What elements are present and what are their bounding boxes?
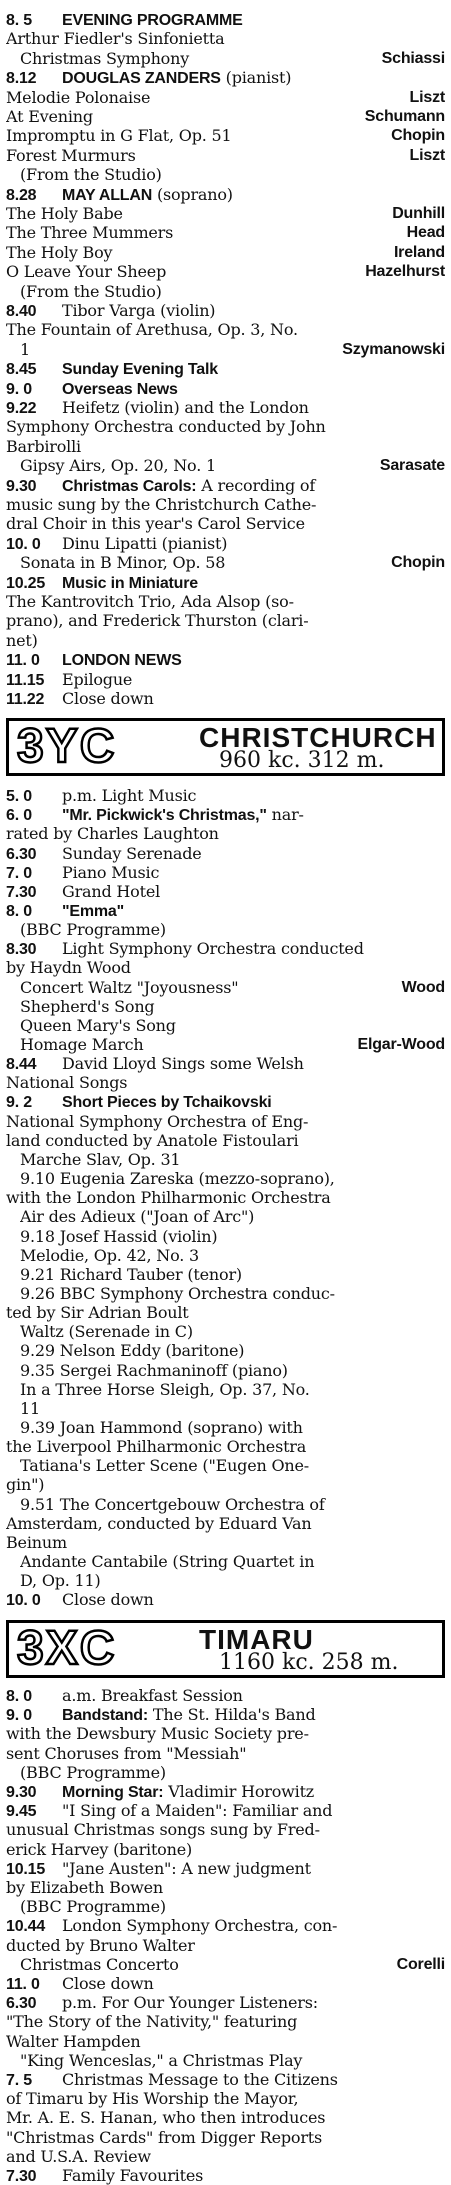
programme-line — [6, 1092, 445, 1111]
programme-text: of Timaru by His Worship the Mayor, — [6, 2089, 299, 2109]
programme-title: Overseas News — [62, 380, 178, 398]
programme-time: 11. 0 — [6, 1976, 40, 1993]
programme-text: with the London Philharmonic Orchestra — [6, 1188, 331, 1208]
programme-line — [6, 2147, 445, 2166]
programme-line — [6, 2032, 445, 2051]
programme-line — [20, 978, 445, 997]
programme-line — [20, 1035, 445, 1054]
programme-text: rated by Charles Laughton — [6, 824, 219, 844]
programme-time: 8.12 — [6, 70, 37, 88]
programme-time: 6.30 — [6, 845, 37, 863]
programme-text: Tibor Varga (violin) — [62, 301, 216, 320]
programme-text: Vladimir Horowitz — [163, 1782, 315, 1801]
programme-text: A recording of — [196, 475, 316, 495]
programme-text: The St. Hilda's Band — [148, 1705, 316, 1725]
programme-text: land conducted by Anatole Fistoulari — [6, 1130, 299, 1150]
programme-text: "Jane Austen": A new judgment — [62, 1858, 311, 1878]
programme-line — [20, 1399, 445, 1418]
programme-text: Waltz (Serenade in C) — [20, 1322, 193, 1342]
programme-line — [6, 1801, 445, 1820]
programme-line — [6, 320, 445, 339]
programme-line — [20, 49, 445, 68]
programme-line — [6, 863, 445, 882]
programme-time: 9. 0 — [6, 380, 32, 398]
programme-line — [6, 631, 445, 650]
programme-time: 7. 5 — [6, 2072, 32, 2089]
programme-text: with the Dewsbury Music Society pre- — [6, 1724, 309, 1744]
programme-time: 11.22 — [6, 691, 45, 708]
programme-line — [20, 1284, 445, 1303]
programme-line — [20, 2051, 445, 2070]
programme-line — [6, 204, 445, 223]
programme-text: "King Wenceslas," a Christmas Play — [20, 2050, 303, 2070]
programme-line — [6, 495, 445, 514]
programme-line — [20, 1552, 445, 1571]
programme-line — [6, 2128, 445, 2147]
programme-text: Beinum — [6, 1532, 67, 1552]
programme-line — [6, 611, 445, 630]
programme-time: 10. 0 — [6, 535, 41, 553]
programme-line — [6, 1916, 445, 1935]
programme-text: p.m. For Our Younger Listeners: — [62, 1993, 318, 2013]
composer-name: Szymanowski — [342, 340, 445, 358]
programme-time: 9. 0 — [6, 1707, 32, 1725]
programme-time: 8. 5 — [6, 12, 32, 29]
programme-line — [6, 398, 445, 417]
programme-line — [20, 165, 445, 184]
programme-text: Air des Adieux ("Joan of Arc") — [20, 1207, 255, 1227]
programme-line — [20, 1897, 445, 1916]
programme-line — [6, 476, 445, 495]
programme-time: 8.30 — [6, 941, 37, 959]
programme-time: 9.45 — [6, 1803, 37, 1821]
programme-text: Arthur Fiedler's Sinfonietta — [6, 29, 225, 49]
programme-line — [6, 146, 445, 165]
composer-name: Hazelhurst — [365, 263, 445, 281]
station-banner — [6, 718, 445, 776]
programme-text: Close down — [62, 1974, 154, 1993]
programme-line — [20, 1016, 445, 1035]
programme-line — [6, 882, 445, 901]
programme-line — [20, 1322, 445, 1341]
programme-time: 6.30 — [6, 1995, 37, 2013]
programme-text: The Holy Boy — [6, 242, 113, 262]
programme-line — [20, 1955, 445, 1974]
programme-text: (BBC Programme) — [20, 920, 166, 939]
programme-text: (BBC Programme) — [20, 1897, 166, 1917]
programme-text: 9.21 Richard Tauber (tenor) — [20, 1264, 242, 1284]
station-frequency: 960 kc. 312 m. — [219, 748, 385, 773]
programme-title: EVENING PROGRAMME — [62, 12, 243, 29]
programme-line — [6, 126, 445, 145]
programme-text: Andante Cantabile (String Quartet in — [20, 1552, 315, 1571]
programme-text: Sonata in B Minor, Op. 58 — [20, 553, 226, 573]
programme-line — [6, 29, 445, 48]
programme-line — [6, 379, 445, 398]
programme-line — [6, 2012, 445, 2031]
programme-time: 9. 2 — [6, 1094, 32, 1112]
programme-line — [6, 650, 445, 669]
programme-line — [6, 1073, 445, 1092]
programme-line — [6, 107, 445, 126]
programme-line — [20, 1169, 445, 1188]
programme-text: (BBC Programme) — [20, 1762, 166, 1782]
programme-line — [20, 1456, 445, 1475]
programme-time: 9.30 — [6, 1784, 37, 1801]
programme-line — [6, 1744, 445, 1763]
composer-name: Corelli — [396, 1955, 445, 1973]
programme-text: 9.29 Nelson Eddy (baritone) — [20, 1341, 245, 1361]
programme-line — [6, 534, 445, 553]
programme-text: 1 — [20, 339, 30, 359]
programme-line — [6, 1859, 445, 1878]
programme-title: Christmas Carols: — [62, 477, 197, 495]
programme-line — [6, 1054, 445, 1073]
programme-text: sent Choruses from "Messiah" — [6, 1743, 247, 1763]
programme-line — [20, 1207, 445, 1226]
programme-line — [6, 1533, 445, 1552]
programme-text: ducted by Bruno Walter — [6, 1935, 195, 1955]
programme-line — [6, 1820, 445, 1839]
programme-text: (soprano) — [152, 184, 233, 204]
composer-name: Elgar-Wood — [357, 1036, 445, 1053]
programme-time: 11.15 — [6, 671, 45, 689]
programme-line — [6, 2089, 445, 2108]
programme-text: The Kantrovitch Trio, Ada Alsop (so- — [6, 592, 294, 611]
programme-text: Christmas Concerto — [20, 1954, 179, 1974]
programme-line — [6, 1840, 445, 1859]
programme-text: Symphony Orchestra conducted by John — [6, 417, 326, 437]
programme-line — [6, 901, 445, 920]
programme-text: Dinu Lipatti (pianist) — [62, 533, 228, 553]
programme-line — [6, 1705, 445, 1724]
programme-text: (From the Studio) — [20, 165, 162, 185]
programme-line — [20, 1341, 445, 1360]
programme-text: dral Choir in this year's Carol Service — [6, 514, 305, 534]
programme-time: 6. 0 — [6, 807, 32, 825]
programme-text: Concert Waltz "Joyousness" — [20, 977, 239, 997]
programme-time: 11. 0 — [6, 652, 40, 670]
programme-line — [6, 1878, 445, 1897]
programme-title: "Emma" — [62, 902, 124, 920]
programme-line — [20, 1418, 445, 1437]
programme-text: At Evening — [6, 107, 93, 126]
programme-line — [6, 786, 445, 805]
station-city: TIMARU — [199, 1624, 314, 1655]
programme-line — [6, 1303, 445, 1322]
programme-line — [6, 573, 445, 592]
programme-time: 8.40 — [6, 303, 37, 320]
programme-line — [20, 1265, 445, 1284]
programme-text: Gipsy Airs, Op. 20, No. 1 — [20, 456, 216, 476]
programme-text: by Elizabeth Bowen — [6, 1878, 164, 1897]
programme-line — [20, 997, 445, 1016]
composer-name: Schumann — [364, 108, 445, 125]
programme-title: Music in Miniature — [62, 574, 198, 592]
programme-text: nar- — [266, 805, 304, 825]
programme-line — [6, 1974, 445, 1993]
programme-text: prano), and Frederick Thurston (clari- — [6, 611, 309, 631]
composer-name: Dunhill — [392, 205, 445, 222]
programme-line — [20, 1227, 445, 1246]
programme-text: 11 — [20, 1398, 40, 1418]
programme-text: a.m. Breakfast Session — [62, 1686, 243, 1705]
programme-line — [20, 456, 445, 475]
station-frequency: 1160 kc. 258 m. — [219, 1650, 399, 1675]
programme-text: Barbirolli — [6, 436, 81, 456]
programme-text: London Symphony Orchestra, con- — [62, 1916, 338, 1936]
programme-text: The Fountain of Arethusa, Op. 3, No. — [6, 320, 298, 340]
programme-text: D, Op. 11) — [20, 1571, 101, 1591]
programme-line — [6, 243, 445, 262]
programme-text: Impromptu in G Flat, Op. 51 — [6, 126, 232, 146]
programme-title: DOUGLAS ZANDERS — [62, 70, 221, 88]
programme-text: 9.26 BBC Symphony Orchestra conduc- — [20, 1283, 335, 1303]
composer-name: Schiassi — [381, 49, 445, 67]
programme-line — [6, 417, 445, 436]
programme-text: Walter Hampden — [6, 2031, 141, 2051]
programme-text: Shepherd's Song — [20, 996, 155, 1016]
programme-text: Heifetz (violin) and the London — [62, 398, 309, 417]
programme-text: Christmas Message to the Citizens — [62, 2070, 338, 2089]
programme-line — [20, 1361, 445, 1380]
programme-text: Tatiana's Letter Scene ("Eugen One- — [20, 1456, 309, 1476]
programme-text: Queen Mary's Song — [20, 1015, 176, 1035]
composer-name: Liszt — [409, 88, 445, 106]
programme-line — [6, 10, 445, 29]
programme-text: p.m. Light Music — [62, 786, 197, 805]
programme-title: Morning Star: — [62, 1784, 164, 1801]
composer-name: Ireland — [393, 243, 445, 261]
programme-line — [6, 359, 445, 378]
programme-text: Family Favourites — [62, 2166, 204, 2185]
programme-line — [6, 1724, 445, 1743]
programme-time: 8. 0 — [6, 1688, 32, 1705]
programme-text: Piano Music — [62, 862, 160, 882]
programme-time: 7.30 — [6, 883, 37, 901]
programme-line — [20, 1150, 445, 1169]
programme-line — [6, 2070, 445, 2089]
programme-time: 10.44 — [6, 1918, 46, 1936]
programme-time: 9.30 — [6, 477, 37, 495]
station-banner — [6, 1620, 445, 1678]
programme-line — [6, 88, 445, 107]
programme-text: The Holy Babe — [6, 204, 123, 223]
programme-line — [6, 437, 445, 456]
programme-text: Forest Murmurs — [6, 145, 136, 165]
programme-line — [6, 1131, 445, 1150]
composer-name: Chopin — [391, 554, 445, 572]
programme-text: Epilogue — [62, 669, 133, 689]
programme-time: 8.28 — [6, 186, 37, 204]
programme-text: Close down — [62, 1590, 154, 1610]
programme-line — [6, 1590, 445, 1609]
station-call-sign: 3YC — [17, 720, 117, 773]
programme-text: 9.51 The Concertgebouw Orchestra of — [20, 1494, 325, 1514]
composer-name: Sarasate — [379, 457, 445, 475]
programme-text: Sunday Serenade — [62, 843, 202, 863]
programme-line — [6, 1686, 445, 1705]
programme-title: Bandstand: — [62, 1707, 149, 1725]
programme-line — [6, 939, 445, 958]
programme-line — [6, 301, 445, 320]
programme-text: Light Symphony Orchestra conducted — [62, 939, 364, 959]
programme-line — [6, 824, 445, 843]
programme-time: 9.22 — [6, 400, 37, 417]
programme-text: Grand Hotel — [62, 881, 161, 901]
programme-time: 5. 0 — [6, 788, 32, 805]
programme-line — [6, 689, 445, 708]
programme-time: 7.30 — [6, 2168, 37, 2185]
programme-text: net) — [6, 630, 38, 650]
programme-title: Short Pieces by Tchaikovski — [62, 1094, 272, 1112]
programme-text: "The Story of the Nativity," featuring — [6, 2012, 298, 2032]
programme-text: Christmas Symphony — [20, 48, 190, 68]
programme-line — [6, 1514, 445, 1533]
programme-text: The Three Mummers — [6, 223, 174, 243]
programme-text: 9.10 Eugenia Zareska (mezzo-soprano), — [20, 1169, 335, 1188]
programme-title: LONDON NEWS — [62, 652, 182, 670]
programme-time: 7. 0 — [6, 864, 32, 882]
programme-text: Melodie, Op. 42, No. 3 — [20, 1245, 199, 1265]
programme-line — [6, 68, 445, 87]
programme-line — [20, 1763, 445, 1782]
programme-line — [20, 1495, 445, 1514]
programme-line — [6, 223, 445, 242]
programme-time: 10.15 — [6, 1860, 46, 1878]
programme-text: 9.35 Sergei Rachmaninoff (piano) — [20, 1360, 288, 1380]
programme-line — [6, 514, 445, 533]
programme-time: 8.45 — [6, 361, 37, 379]
programme-line — [20, 1571, 445, 1590]
programme-line — [6, 1936, 445, 1955]
programme-line — [20, 282, 445, 301]
programme-text: "Christmas Cards" from Digger Reports — [6, 2127, 323, 2147]
programme-line — [6, 844, 445, 863]
programme-line — [6, 2108, 445, 2127]
programme-text: Marche Slav, Op. 31 — [20, 1149, 181, 1169]
programme-text: Mr. A. E. S. Hanan, who then introduces — [6, 2108, 326, 2128]
programme-text: the Liverpool Philharmonic Orchestra — [6, 1437, 307, 1457]
composer-name: Head — [406, 224, 445, 242]
programme-line — [6, 1112, 445, 1131]
programme-text: erick Harvey (baritone) — [6, 1839, 193, 1859]
programme-text: (pianist) — [220, 68, 292, 88]
programme-title: "Mr. Pickwick's Christmas," — [62, 807, 267, 825]
programme-line — [6, 1475, 445, 1494]
programme-line — [6, 805, 445, 824]
programme-time: 8. 0 — [6, 902, 32, 920]
programme-text: unusual Christmas songs sung by Fred- — [6, 1820, 320, 1840]
programme-line — [6, 958, 445, 977]
programme-time: 10.25 — [6, 574, 46, 592]
programme-time: 10. 0 — [6, 1592, 41, 1610]
programme-time: 8.44 — [6, 1056, 37, 1074]
programme-text: 9.18 Josef Hassid (violin) — [20, 1226, 218, 1246]
programme-text: In a Three Horse Sleigh, Op. 37, No. — [20, 1379, 310, 1399]
programme-line — [20, 1380, 445, 1399]
programme-text: ted by Sir Adrian Boult — [6, 1303, 189, 1322]
station-call-sign: 3XC — [17, 1622, 117, 1675]
programme-text: and U.S.A. Review — [6, 2146, 151, 2166]
programme-text: Melodie Polonaise — [6, 87, 151, 107]
programme-line — [20, 553, 445, 572]
programme-line — [20, 920, 445, 939]
programme-text: (From the Studio) — [20, 281, 162, 301]
programme-line — [6, 592, 445, 611]
composer-name: Chopin — [391, 127, 445, 145]
programme-text: David Lloyd Sings some Welsh — [62, 1054, 304, 1074]
programme-line — [6, 1188, 445, 1207]
programme-line — [6, 1782, 445, 1801]
programme-text: "I Sing of a Maiden": Familiar and — [62, 1801, 333, 1821]
programme-line — [20, 1246, 445, 1265]
programme-text: National Songs — [6, 1073, 128, 1093]
composer-name: Wood — [401, 978, 445, 996]
programme-line — [20, 340, 445, 359]
programme-line — [6, 1993, 445, 2012]
programme-text: Amsterdam, conducted by Eduard Van — [6, 1513, 312, 1533]
programme-line — [6, 670, 445, 689]
programme-text: music sung by the Christchurch Cathe- — [6, 495, 317, 514]
programme-text: Homage March — [20, 1035, 144, 1054]
programme-text: National Symphony Orchestra of Eng- — [6, 1111, 309, 1131]
programme-text: by Haydn Wood — [6, 958, 131, 978]
programme-line — [6, 185, 445, 204]
composer-name: Liszt — [409, 146, 445, 164]
station-city: CHRISTCHURCH — [199, 722, 437, 753]
programme-text: O Leave Your Sheep — [6, 262, 167, 282]
programme-text: gin") — [6, 1475, 45, 1495]
programme-line — [6, 1437, 445, 1456]
programme-title: Sunday Evening Talk — [62, 361, 218, 379]
programme-line — [6, 262, 445, 281]
programme-line — [6, 2166, 445, 2185]
programme-title: MAY ALLAN — [62, 186, 153, 204]
programme-text: Close down — [62, 689, 154, 708]
programme-text: 9.39 Joan Hammond (soprano) with — [20, 1417, 303, 1437]
